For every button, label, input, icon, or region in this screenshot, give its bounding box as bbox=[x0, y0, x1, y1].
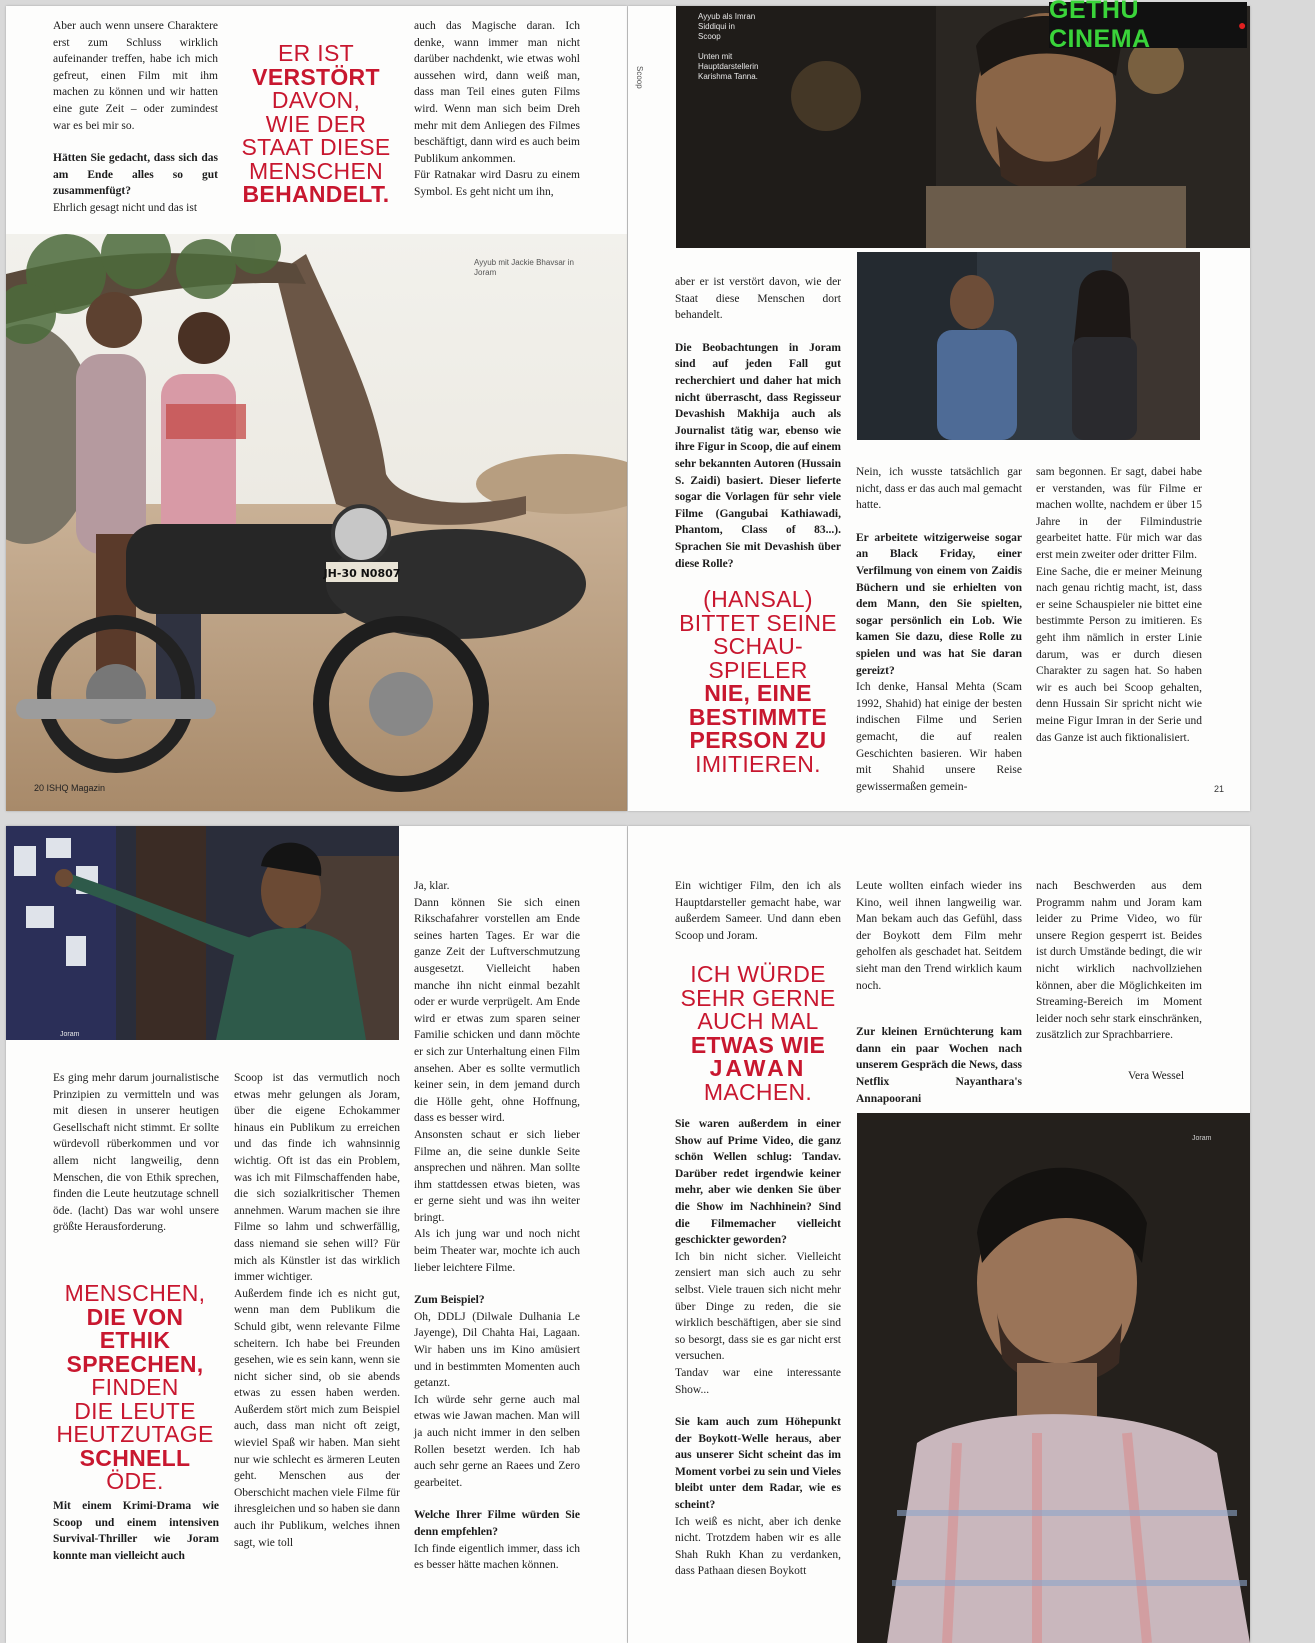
author-byline: Vera Wessel bbox=[1128, 1070, 1185, 1082]
question: Mit einem Krimi-Drama wie Scoop und einem intensiven Survival-Thriller wie Joram konnte man vielleicht auch bbox=[53, 1500, 219, 1562]
pull-line: AUCH MAL bbox=[697, 1008, 819, 1034]
motorcycle-scene-image bbox=[6, 234, 627, 811]
pull-line: VERSTÖRT bbox=[252, 63, 380, 90]
pull-line: PERSON ZU bbox=[689, 727, 827, 753]
side-label: Scoop bbox=[635, 66, 644, 89]
article-column bbox=[53, 18, 218, 233]
joram-portrait-photo bbox=[857, 1113, 1250, 1643]
watermark-logo bbox=[1049, 0, 1247, 53]
joram-portrait-image bbox=[857, 1113, 1250, 1643]
question: Zur kleinen Ernüchterung kam dann ein paar Wochen nach unserem Gespräch die News, dass Netflix Nayanthara's Annapoorani bbox=[856, 1026, 1022, 1105]
paragraph: nach Beschwerden aus dem Programm nahm und Joram kam leider zu Prime Video, wo für unsere Region gesperrt ist. Beides ist durch Umstände bedingt, die wir nicht wirklich nachvollziehen können, aber die Möglichkeiten im Streaming-Bereich im Moment leider noch sehr stark einschränken, zusätzlich zur Sprachbarriere. bbox=[1036, 880, 1202, 1042]
article-column bbox=[414, 878, 580, 1590]
question: Welche Ihrer Filme würden Sie denn empfehlen? bbox=[414, 1509, 580, 1538]
pull-line: BEHANDELT. bbox=[242, 181, 390, 207]
pull-line: SEHR GERNE bbox=[680, 984, 836, 1011]
question: Sie kam auch zum Höhepunkt der Boykott-Welle heraus, aber aus unserer Sicht scheint das im Moment vorbei zu sein und Vieles bleibt unter dem Radar, wie es scheint? bbox=[675, 1416, 841, 1512]
pull-line: SPIELER bbox=[708, 656, 808, 683]
article-column bbox=[1036, 464, 1202, 762]
paragraph: Leute wollten einfach wieder ins Kino, weil ihnen langweilig war. Man bekam auch das Gefühl, dass der Boykott dem Film mehr geholfen als geschadet hat. Seitdem sieht man den Trend wirklich kaum noch. bbox=[856, 880, 1022, 992]
paragraph: Außerdem finde ich es nicht gut, wenn man dem Publikum die Schuld gibt, wenn relevante Filme scheitern. Ich habe bei Freunden gesehen, wie es sein kann, wenn sie nicht sicher sind, ob sie abends etwas zu essen haben werden. Außerdem stört mich zum Beispiel auch, dass man nicht oft zeigt, wieviel Spaß wir haben. Man sieht nur wie schlecht es ärmeren Leuten geht. Menschen aus der Oberschicht machen viele Filme für ihresgleichen und so haben sie dann auch ihr Publikum, welches ihnen sagt, wie toll bbox=[234, 1287, 400, 1549]
article-column bbox=[675, 878, 841, 960]
pull-line: MENSCHEN bbox=[248, 157, 384, 184]
reel-icon: ● bbox=[1238, 17, 1247, 33]
page-23 bbox=[628, 826, 1250, 1643]
article-column bbox=[675, 1116, 841, 1596]
pull-line: SCHAU- bbox=[713, 633, 803, 659]
pull-line: MENSCHEN, bbox=[64, 1280, 206, 1306]
paragraph: Ansonsten schaut er sich lieber Filme an, die seine dunkle Seite ansprechen und nähren. Man sollte ihm stattdessen etwas bieten, was er gerne sieht und was ihn weiter bringt. bbox=[414, 1128, 580, 1224]
pull-line: HEUTZUTAGE bbox=[56, 1421, 214, 1447]
question: Er arbeitete witzigerweise sogar an Black Friday, einer Verfilmung von einem von Zaidis Büchern und sie erhielten von dem Mann, den Sie spielten, sogar persönlich ein Lob. Wie kamen Sie dazu, diese Rolle zu spielen und was hat Sie daran gereizt? bbox=[856, 531, 1022, 677]
pull-line: BITTET SEINE bbox=[679, 609, 837, 636]
pull-line: MACHEN. bbox=[703, 1078, 813, 1105]
pull-line: DIE VON ETHIK bbox=[86, 1303, 184, 1353]
article-column bbox=[414, 18, 580, 217]
license-plate: JH-30 N0807 bbox=[323, 567, 401, 580]
scoop-duo-photo bbox=[857, 252, 1200, 440]
article-column bbox=[675, 274, 841, 588]
article-column bbox=[856, 878, 1022, 1123]
photo-caption: Joram bbox=[60, 1031, 80, 1038]
page-footer: 21 bbox=[1214, 784, 1225, 794]
paragraph: Ein wichtiger Film, den ich als Hauptdarsteller gemacht habe, war außerdem Sameer. Und dann eben Scoop und Joram. bbox=[675, 880, 841, 942]
paragraph: Als ich jung war und noch nicht beim Theater war, mochte ich auch lieber leichtere Filme. bbox=[414, 1228, 580, 1274]
pull-line: SCHNELL bbox=[79, 1444, 191, 1471]
pull-line: SPRECHEN, bbox=[66, 1350, 204, 1377]
paragraph: Ich würde sehr gerne auch mal etwas wie Jawan machen. Man will ja auch nicht immer in den selben Rollen besetzt werden. Ich hab auch sehr gerne an Raees und Zero gearbeitet. bbox=[414, 1393, 580, 1489]
page-20 bbox=[6, 6, 627, 811]
paragraph: Es ging mehr darum journalistische Prinzipien zu vermitteln und was mit diesen in unserer heutigen Gesellschaft nicht stimmt. Er sollte würdevoll rüberkommen und vor allem nicht langweilig, denn Menschen, die von Ethik sprechen, finden die Leute heutzutage schnell öde. (lacht) Das war wohl unsere größte Herausforderung. bbox=[53, 1072, 219, 1234]
paragraph: Oh, DDLJ (Dilwale Dulhania Le Jayenge), Dil Chahta Hai, Lagaan. Wir haben uns im Kino amüsiert und in bestimmten Momenten auch getanzt. bbox=[414, 1310, 580, 1390]
pull-line: FINDEN bbox=[91, 1374, 179, 1400]
article-column bbox=[234, 1070, 400, 1567]
page-22 bbox=[6, 826, 627, 1643]
paragraph: Ich weiß es nicht, aber ich denke nicht. Trotzdem haben wir es alle Shah Rukh Khan zu verdanken, dass Pathaan diesen Boykott bbox=[675, 1515, 841, 1578]
scoop-duo-image bbox=[857, 252, 1200, 440]
photo-caption: Ayyub mit Jackie Bhavsar in Joram bbox=[474, 258, 574, 277]
pull-line: (HANSAL) bbox=[703, 586, 813, 612]
pull-line: ÖDE. bbox=[106, 1468, 164, 1494]
paragraph: Dann können Sie sich einen Rikschafahrer vorstellen am Ende seines harten Tages. Er war die ganze Zeit der Luftverschmutzung ausgesetzt. Vielleicht haben manche ihn nicht einmal bezahlt oder er wurde verprügelt. Am Ende wird er etwas zum sparen seiner Familie schicken und dann möchte er sich zur Unterhaltung einen Film ansehen. Aber es sollte vermutlich keiner sein, in dem jemand durch die Hölle geht, ohne Hoffnung, dass es besser wird. bbox=[414, 896, 580, 1125]
paragraph: Scoop ist das vermutlich noch etwas mehr gelungen als Joram, über die eigene Echokammer hinaus ein Publikum zu erreichen und das finde ich wahnsinnig wichtig. Oft ist das ein Problem, was ich mit Filmschaffenden habe, die sich sozialkritischer Themen annehmen. Warum machen sie ihre Filme so lahm und schwerfällig, dass niemand sie sehen will? Für mich als Künstler ist das wirklich immer wichtiger. bbox=[234, 1072, 400, 1284]
paragraph: Ich finde eigentlich immer, dass ich es besser hätte machen können. bbox=[414, 1542, 580, 1572]
page-footer: 20 ISHQ Magazin bbox=[34, 783, 106, 793]
paragraph: sam begonnen. Er sagt, dabei habe er verstanden, was für Filme er machen wollte, nachdem er über 15 Jahre in der Filmindustrie gearbeitet hatte. Für mich war das erst mein zweiter oder dritter Film. bbox=[1036, 466, 1202, 561]
question: Die Beobachtungen in Joram sind auf jeden Fall gut recherchiert und daher hat mich nicht überrascht, dass Regisseur Devashish Makhija auch als Journalist tätig war, ebenso wie ihre Figur in Scoop, die auf einem sehr bekannten Autoren (Hussain S. Zaidi) basiert. Dieser lieferte sogar die Vorlagen für sehr viele Filme (Gangubai Kathiawadi, Phantom, Class of 83...). Sprachen Sie mit Devashish über diese Rolle? bbox=[675, 341, 842, 570]
article-column bbox=[856, 464, 1022, 811]
pull-line: ETWAS WIE bbox=[690, 1031, 826, 1058]
paragraph: Ehrlich gesagt nicht und das ist bbox=[53, 201, 198, 214]
pull-quote bbox=[236, 42, 396, 207]
article-column bbox=[53, 1498, 219, 1580]
photo-caption: Ayyub als Imran Siddiqui in Scoop Unten mit Hauptdarstellerin Karishma Tanna. bbox=[698, 12, 759, 81]
pull-line: ER IST bbox=[278, 40, 354, 66]
pull-line: DIE LEUTE bbox=[74, 1397, 196, 1424]
pull-quote bbox=[678, 963, 838, 1104]
pull-line: WIE DER bbox=[265, 110, 367, 137]
pull-line: NIE, EINE bbox=[704, 680, 812, 706]
pull-line: DAVON, bbox=[271, 87, 361, 113]
paragraph: Nein, ich wusste tatsächlich gar nicht, dass er das auch mal gemacht hatte. bbox=[856, 466, 1022, 512]
question: Zum Beispiel? bbox=[414, 1294, 485, 1307]
paragraph: Für Ratnakar wird Dasru zu einem Symbol. Es geht nicht um ihn, bbox=[414, 169, 580, 198]
watermark-text: GETHU CINEMA bbox=[1049, 0, 1151, 53]
pull-line: JAWAN bbox=[709, 1055, 807, 1081]
question: Hätten Sie gedacht, dass sich das am Ende alles so gut zusammenfügt? bbox=[53, 152, 218, 198]
pull-quote bbox=[50, 1282, 220, 1494]
question: Sie waren außerdem in einer Show auf Prime Video, die ganz schön Wellen schlug: Tandav. Darüber redet irgendwie keiner mehr, aber wie denken Sie über die Show im Nachhinein? Sind die Filmemacher vielleicht geschickter geworden? bbox=[675, 1118, 841, 1247]
paragraph: auch das Magische daran. Ich denke, wann immer man nicht darüber nachdenkt, wie etwas wohl aussehen wird, dann weiß man, dass man Teil eines guten Films wird. Wenn man sich beim Dreh mehr mit dem Anliegen des Filmes beschäftigt, dann wird es auch beim Publikum ankommen. bbox=[414, 20, 580, 165]
pull-quote bbox=[678, 588, 838, 776]
motorcycle-photo bbox=[6, 234, 627, 811]
pull-line: STAAT DIESE bbox=[241, 134, 391, 160]
paragraph: Tandav war eine interessante Show... bbox=[675, 1366, 841, 1396]
pull-line: ICH WÜRDE bbox=[690, 961, 826, 987]
joram-board-image bbox=[6, 826, 399, 1040]
paragraph: Ja, klar. bbox=[414, 880, 450, 892]
photo-caption: Joram bbox=[1192, 1135, 1212, 1142]
paragraph: Eine Sache, die er meiner Meinung nach genau richtig macht, ist, dass er seine Schauspieler nie bittet eine bestimmte Person zu imitieren. Es geht ihm nämlich in erster Linie darum, was er durch diesen Charakter zu sagen hat. So haben wir es auch bei Scoop gehalten, denn Hussain Sir spricht nicht wie meine Figur Imran in der Serie und das Ganze ist auch fiktionalisiert. bbox=[1036, 565, 1202, 744]
paragraph: Ich bin nicht sicher. Vielleicht zensiert man sich auch zu sehr selbst. Viele trauen sich nicht mehr über Dinge zu reden, die sie wirklich beschäftigen, aber sie sind so besorgt, dass sie es gar nicht erst versuchen. bbox=[675, 1250, 841, 1363]
paragraph: Ich denke, Hansal Mehta (Scam 1992, Shahid) hat einige der besten indischen Filme und Serien gemacht, die auf realen Geschichten basieren. Wir haben mit Shahid unsere Reise gewissermaßen gemein- bbox=[856, 681, 1022, 793]
page-21 bbox=[628, 6, 1250, 811]
article-column bbox=[53, 1070, 219, 1252]
joram-board-photo bbox=[6, 826, 399, 1040]
pull-line: IMITIEREN. bbox=[695, 750, 821, 777]
paragraph: Aber auch wenn unsere Charaktere erst zum Schluss wirklich aufeinander treffen, habe ich mich gefreut, einen Film mit ihm machen zu können und wir hatten eine gute Zeit – oder zumindest war es bei mir so. bbox=[53, 20, 218, 132]
pull-line: BESTIMMTE bbox=[688, 703, 828, 730]
article-column bbox=[1036, 878, 1202, 1060]
paragraph: aber er ist verstört davon, wie der Staat diese Menschen dort behandelt. bbox=[675, 276, 841, 322]
